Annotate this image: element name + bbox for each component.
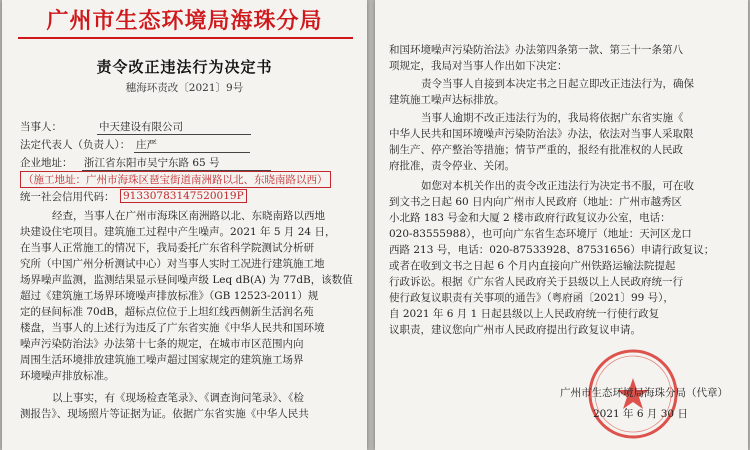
signing-organization: 广州市生态环境局海珠分局（代章） bbox=[560, 387, 728, 399]
body-line: 议职责，建议您向广州市人民政府提出行政复议申请。 bbox=[389, 324, 641, 336]
body-line: 建筑施工噪声达标排放。 bbox=[389, 94, 505, 106]
body-line: 和国环境噪声污染防治法》办法第四条第一款、第三十一条第八 bbox=[389, 44, 683, 56]
address-label: 企业地址： bbox=[20, 157, 73, 169]
body-line: 小北路 183 号金和大厦 2 楼市政府行政复议办公室，电话： bbox=[389, 212, 671, 224]
document-number: 穗海环责改〔2021〕9号 bbox=[125, 82, 244, 94]
body-line: 到文书之日起 60 日内向广州市人民政府（地址：广州市越秀区 bbox=[389, 196, 683, 208]
credit-code-label: 统一社会信用代码： bbox=[20, 191, 115, 203]
agency-red-header: 广州市生态环境局海珠分局 bbox=[46, 9, 323, 34]
body-line: 责令当事人自接到本决定书之日起立即改正违法行为，确保 bbox=[421, 78, 694, 90]
document-page-right bbox=[375, 0, 748, 450]
body-line: 经查，当事人在广州市海珠区南洲路以北、东晓南路以西地 bbox=[52, 210, 325, 222]
body-line: 或者在收到文书之日起 6 个月内直接向广州铁路运输法院提起 bbox=[389, 260, 676, 272]
address-value: 浙江省东阳市吴宁东路 65 号 bbox=[82, 155, 271, 171]
body-line: 定的昼间标准 70dB，超标点位位于上坦红线西侧新生活润名苑 bbox=[20, 306, 314, 318]
body-line: 当事人逾期不改正违法行为的，我局将依据广东省实施《 bbox=[421, 112, 684, 124]
body-line: 场界噪声监测，监测结果显示昼间噪声级 Leq dB(A) 为 77dB，该数值 bbox=[20, 274, 353, 286]
body-line: 楼盘，当事人的上述行为违反了广东省实施《中华人民共和国环境 bbox=[20, 322, 325, 334]
body-line: 在当事人正常施工的情况下，我局委托广东省科学院测试分析研 bbox=[20, 242, 314, 254]
body-line: 西路 213 号，电话：020-87533928、87531656）申请行政复议； bbox=[389, 244, 715, 256]
signing-date: 2021 年 6 月 30 日 bbox=[593, 408, 688, 420]
party-label: 当事人： bbox=[20, 121, 62, 133]
body-line: 以上事实，有《现场检查笔录》、《调查询问笔录》、《检 bbox=[52, 392, 304, 404]
site-address: （施工地址：广州市海珠区琶宝街道南洲路以北、东晓南路以西） bbox=[20, 171, 331, 188]
document-page-left bbox=[2, 0, 367, 450]
credit-code-value: 91330783147520019P bbox=[120, 189, 247, 203]
body-line: 府批准，责令停业、关闭。 bbox=[389, 160, 515, 172]
body-line: 中华人民共和国环境噪声污染防治法》办法，依法对当事人采取限 bbox=[389, 128, 694, 140]
body-line: 周围生活环境排放建筑施工噪声超过国家规定的建筑施工场界 bbox=[20, 354, 304, 366]
body-line: 究所（中国广州分析测试中心）对当事人实时工况进行建筑施工地 bbox=[20, 258, 325, 270]
legal-rep-label: 法定代表人（负责人）： bbox=[20, 139, 131, 151]
body-line: 如您对本机关作出的责令改正违法行为决定书不服，可在收 bbox=[421, 180, 694, 192]
body-line: 块建设住宅项目。建筑施工过程中产生噪声。2021 年 5 月 24 日， bbox=[20, 226, 336, 238]
document-title: 责令改正违法行为决定书 bbox=[96, 58, 273, 76]
body-line: 环境噪声排放标准。 bbox=[20, 370, 115, 382]
body-line: 测报告》、现场照片等证据为证。依据广东省实施《中华人民共 bbox=[20, 408, 309, 420]
body-line: 噪声污染防治法》办法第十七条的规定，在城市市区范围内向 bbox=[20, 338, 304, 350]
body-line: 行政诉讼。根据《广东省人民政府关于县级以上人民政府统一行 bbox=[389, 276, 683, 288]
body-line: 020-83555988），也可向广东省生态环境厅（地址：天河区龙口 bbox=[389, 228, 692, 240]
legal-rep-value: 庄严 bbox=[134, 137, 250, 153]
body-line: 超过《建筑施工场界环境噪声排放标准》（GB 12523-2011）规 bbox=[20, 290, 319, 302]
body-line: 项规定，我局对当事人作出如下决定： bbox=[389, 60, 568, 72]
body-line: 使行政复议职责有关事项的通告》（粤府函〔2021〕99 号）， bbox=[389, 292, 674, 304]
body-line: 自 2021 年 6 月 1 日起县级以上人民政府统一行使行政复 bbox=[389, 308, 660, 320]
red-divider bbox=[18, 37, 353, 39]
party-value: 中天建设有限公司 bbox=[97, 119, 251, 135]
body-line: 制生产、停产整治等措施；情节严重的，报经有批准权的人民政 bbox=[389, 144, 683, 156]
